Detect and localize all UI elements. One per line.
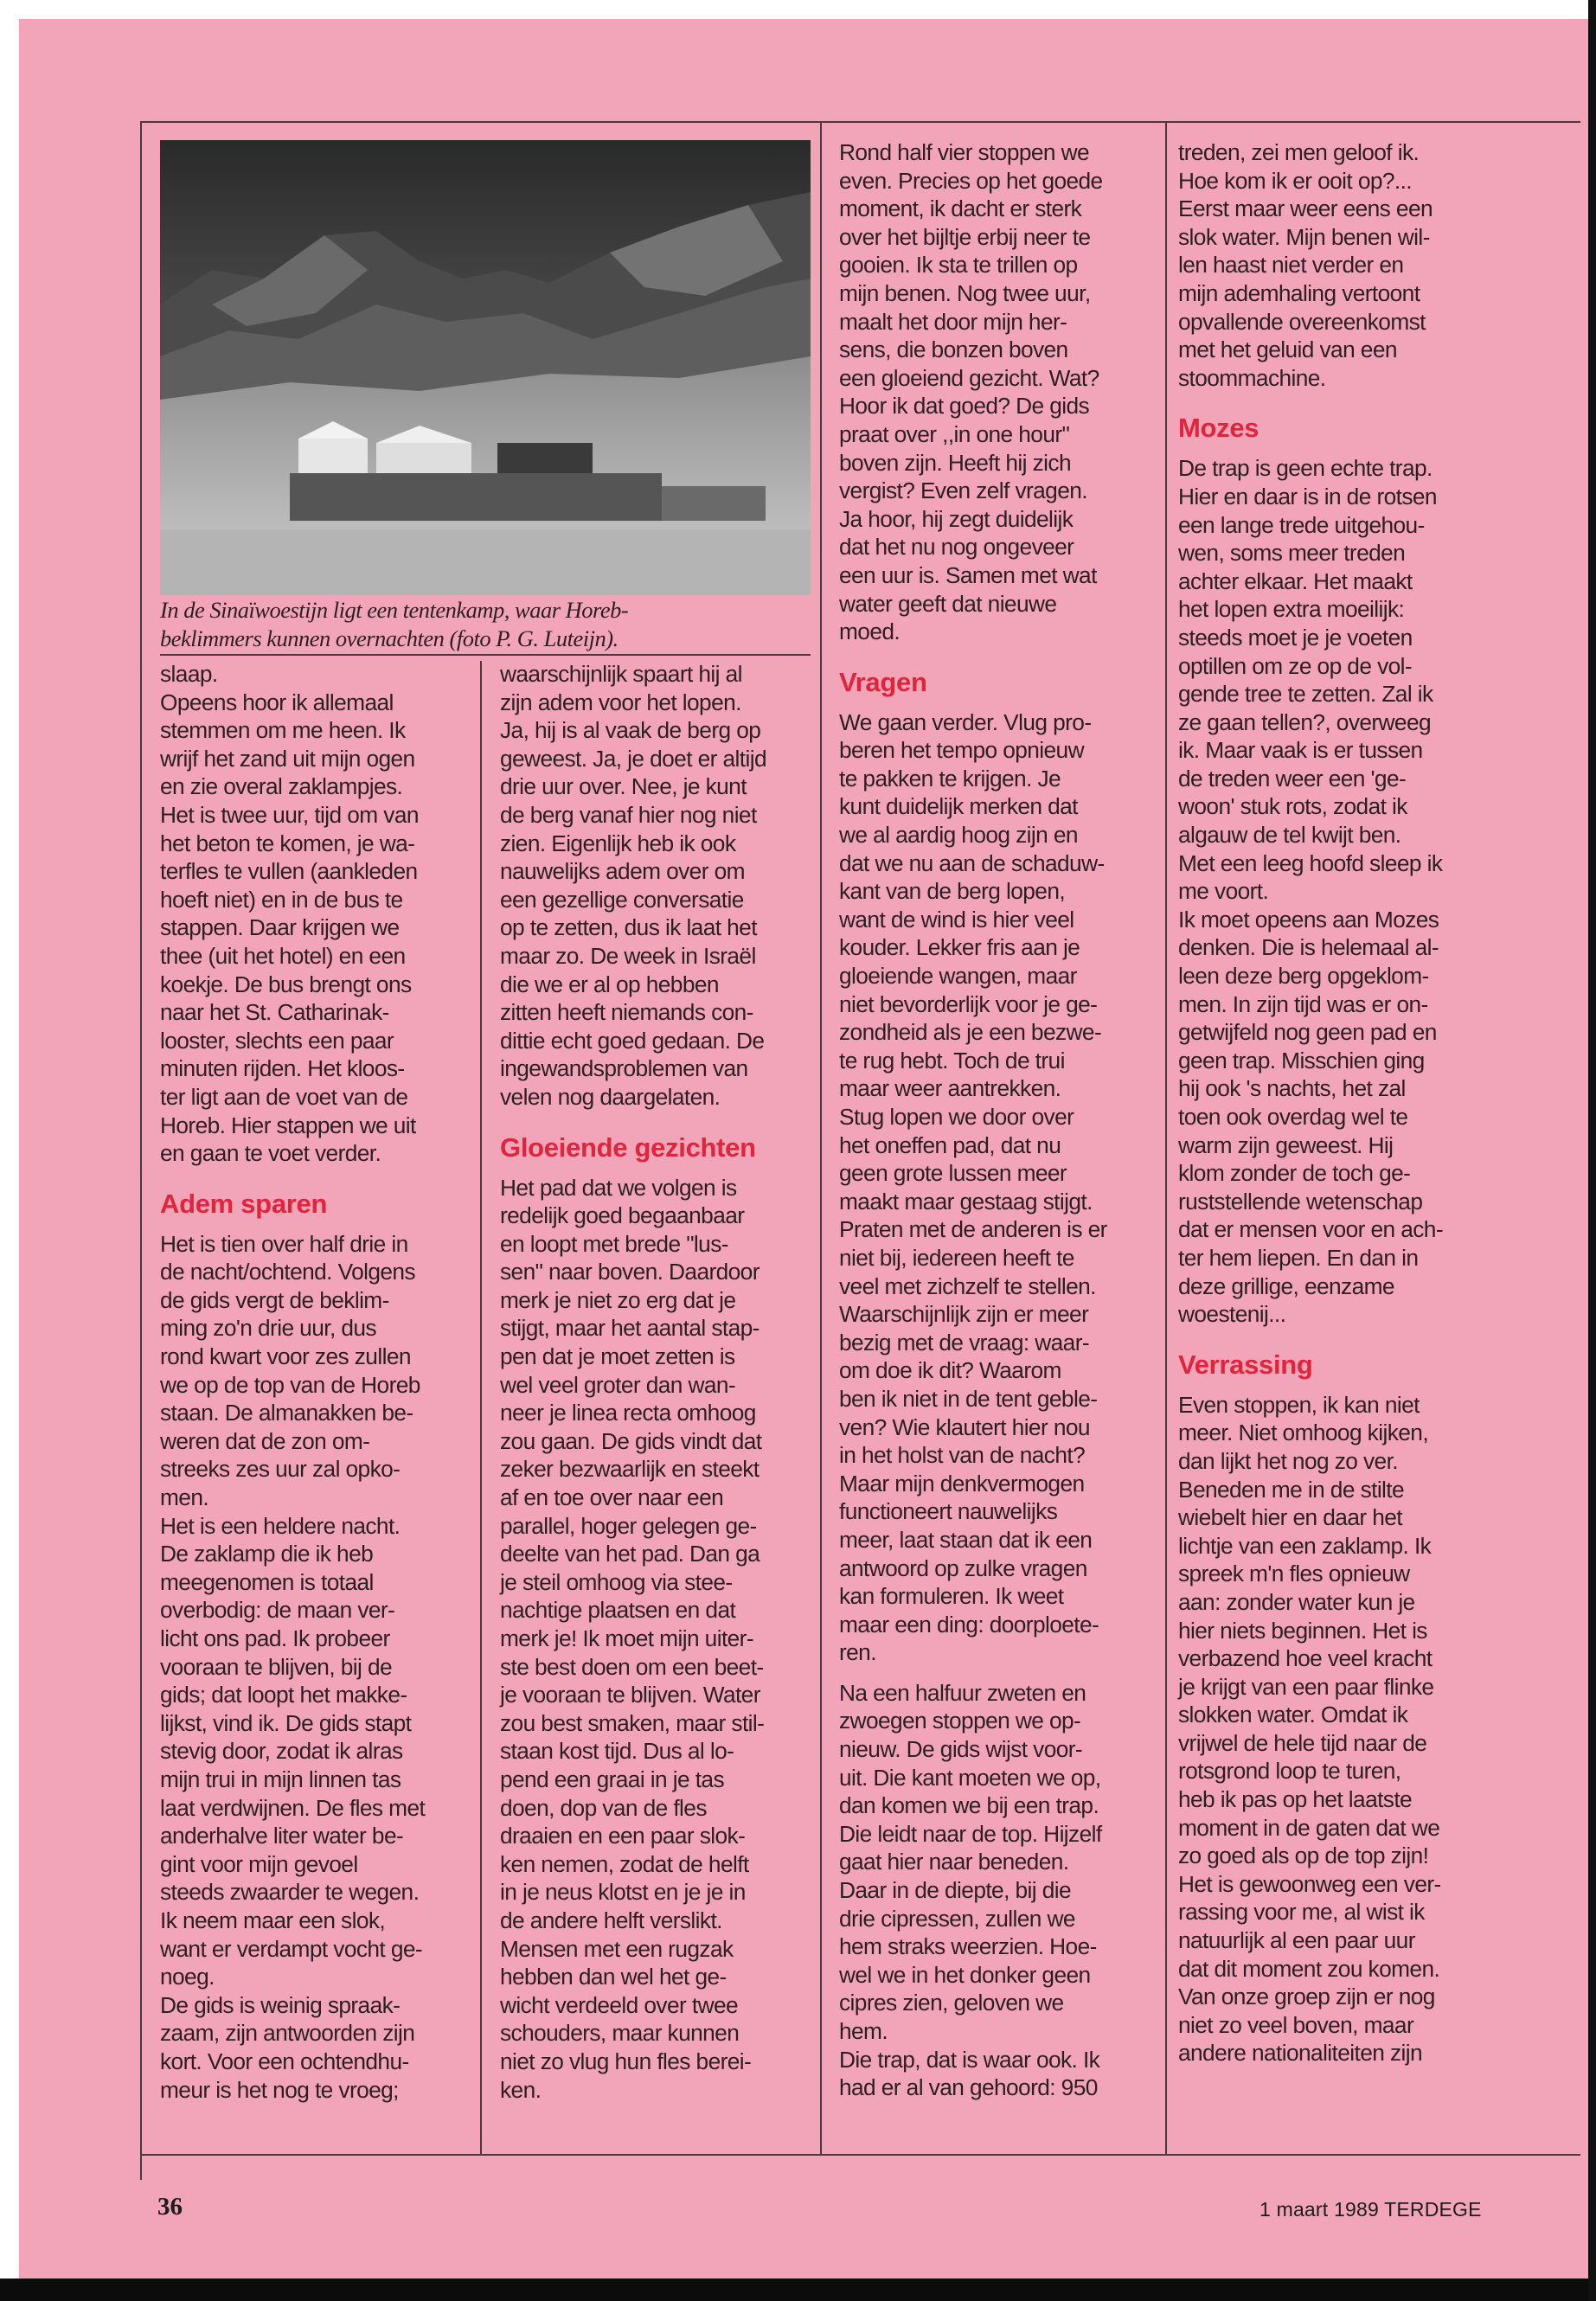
heading-verrassing: Verrassing (1178, 1349, 1313, 1380)
col4-paragraph-2: De trap is geen echte trap. Hier en daar is in de rotsen een lange trede uitgehou- wen, soms meer treden achter elkaar. Het maakt het lopen extra moeilijk: steeds moet je je voeten optillen om ze op de vol- gende tree te zetten. Zal ik ze gaan tellen?, overweeg ik. Maar vaak is er tussen de treden weer een 'ge- woon' stuk rots, zodat ik algauw de tel kwijt ben. Met een leeg hoofd sleep ik me voort. Ik moet opeens aan Mozes denken. Die is helemaal al- leen deze berg opgeklom- men. In zijn tijd was er on- getwijfeld nog geen pad en geen trap. Misschien ging hij ook 's nachts, het zal toen ook overdag wel te warm zijn geweest. Hij klom zonder de toch ge- ruststellende wetenschap dat er mensen voor en ach- ter hem liepen. En dan in deze grillige, eenzame woestenij... (1178, 455, 1443, 1328)
col2-paragraph-1: waarschijnlijk spaart hij al zijn adem voor het lopen. Ja, hij is al vaak de berg op geweest. Ja, je doet er altijd drie uur over. Nee, je kunt de berg vanaf hier nog niet zien. Eigenlijk heb ik ook nauwelijks adem over om een gezellige conversatie op te zetten, dus ik laat het maar zo. De week in Israël die we er al op hebben zitten heeft niemands con- dittie echt goed gedaan. De ingewandsproblemen van velen nog daargelaten. (500, 661, 766, 1110)
top-frame-rule (140, 121, 1580, 123)
col1-paragraph-2: Het is tien over half drie in de nacht/ochtend. Volgens de gids vergt de beklim- ming zo'n drie uur, dus rond kwart voor zes zullen we op de top van de Horeb staan. De almanakken be- weren dat de zon om- streeks zes uur zal opko- men. Het is een heldere nacht. De zaklamp die ik heb meegenomen is totaal overbodig: de maan ver- licht ons pad. Ik probeer vooraan te blijven, bij de gids; dat loopt het makke- lijkst, vind ik. De gids stapt stevig door, zodat ik alras mijn trui in mijn linnen tas laat verdwijnen. De fles met anderhalve liter water be- gint voor mijn gevoel steeds zwaarder te wegen. Ik neem maar een slok, want er verdampt vocht ge- noeg. De gids is weinig spraak- zaam, zijn antwoorden zijn kort. Voor een ochtendhu- meur is het nog te vroeg; (160, 1230, 426, 2103)
scan-border-right (1588, 0, 1596, 2301)
col4-paragraph-1: treden, zei men geloof ik. Hoe kom ik er ooit op?... Eerst maar weer eens een slok water. Mijn benen wil- len haast niet verder en mijn ademhaling vertoont opvallende overeenkomst met het geluid van een stoommachine. (1178, 139, 1433, 391)
heading-vragen: Vragen (839, 666, 927, 697)
col4-paragraph-3: Even stoppen, ik kan niet meer. Niet omhoog kijken, dan lijkt het nog zo ver. Beneden me in de stilte wiebelt hier en daar het lichtje van een zaklamp. Ik spreek m'n fles opnieuw aan: zonder water kun je hier niets beginnen. Het is verbazend hoe veel kracht je krijgt van een paar flinke slokken water. Omdat ik vrijwel de hele tijd naar de rotsgrond loop te turen, heb ik pas op het laatste moment in de gaten dat we zo goed als op de top zijn! Het is gewoonweg een ver- rassing voor me, al wist ik natuurlijk al een paar uur dat dit moment zou komen. Van onze groep zijn er nog niet zo veel boven, maar andere nationaliteiten zijn (1178, 1391, 1441, 2067)
col1-paragraph-1: slaap. Opeens hoor ik allemaal stemmen om me heen. Ik wrijf het zand uit mijn ogen en zie overal zaklampjes. Het is twee uur, tijd om van het beton te komen, je wa- terfles te vullen (aankleden hoeft niet) en in de bus te stappen. Daar krijgen we thee (uit het hotel) en een koekje. De bus brengt ons naar het St. Catharinak- looster, slechts een paar minuten rijden. Het kloos- ter ligt aan de voet van de Horeb. Hier stappen we uit en gaan te voet verder. (160, 661, 419, 1167)
column-3 (839, 138, 1155, 2102)
left-frame-rule (140, 121, 142, 2180)
issue-footer: 1 maart 1989 TERDEGE (1259, 2198, 1482, 2221)
scan-border-bottom (0, 2279, 1596, 2301)
bottom-frame-rule (140, 2154, 1580, 2156)
col3-paragraph-3: Na een halfuur zweten en zwoegen stoppen we op- nieuw. De gids wijst voor- uit. Die kant moeten we op, dan komen we bij een trap. Die leidt naar de top. Hijzelf gaat hier naar beneden. Daar in de diepte, bij die drie cipressen, zullen we hem straks weerzien. Hoe- wel we in het donker geen cipres zien, geloven we hem. Die trap, dat is waar ook. Ik had er al van gehoord: 950 (839, 1679, 1102, 2101)
col2-paragraph-2: Het pad dat we volgen is redelijk goed begaanbaar en loopt met brede "lus- sen" naar boven. Daardoor merk je niet zo erg dat je stijgt, maar het aantal stap- pen dat je moet zetten is wel veel groter dan wan- neer je linea recta omhoog zou gaan. De gids vindt dat zeker bezwaarlijk en steekt af en toe over naar een parallel, hoger gelegen ge- deelte van het pad. Dan ga je steil omhoog via stee- nachtige plaatsen en dat merk je! Ik moet mijn uiter- ste best doen om een beet- je vooraan te blijven. Water zou best smaken, maar stil- staan kost tijd. Dus al lo- pend een graai in je tas doen, dop van de fles draaien en een paar slok- ken nemen, zodat de helft in je neus klotst en je je in de andere helft verslikt. Mensen met een rugzak hebben dan wel het ge- wicht verdeeld over twee schouders, maar kunnen niet zo vlug hun fles berei- ken. (500, 1174, 765, 2103)
page-number: 36 (157, 2193, 183, 2221)
column-rule-3 (820, 121, 822, 2154)
column-rule-2 (480, 661, 482, 2154)
column-4 (1178, 138, 1498, 2067)
caption-rule (160, 654, 811, 656)
col3-paragraph-1: Rond half vier stoppen we even. Precies op het goede moment, ik dacht er sterk over het bijltje erbij neer te gooien. Ik sta te trillen op mijn benen. Nog twee uur, maalt het door mijn her- sens, die bonzen boven een gloeiend gezicht. Wat? Hoor ik dat goed? De gids praat over ,,in one hour" boven zijn. Heeft hij zich vergist? Even zelf vragen. Ja hoor, hij zegt duidelijk dat het nu nog ongeveer een uur is. Samen met wat water geeft dat nieuwe moed. (839, 139, 1103, 645)
heading-mozes: Mozes (1178, 413, 1259, 444)
heading-adem-sparen: Adem sparen (160, 1188, 328, 1219)
column-2 (500, 660, 816, 2104)
photo-caption: In de Sinaïwoestijn ligt een tentenkamp, waar Horeb- beklimmers kunnen overnachten (foto P. G. Luteijn). (160, 597, 629, 651)
column-rule-4 (1165, 121, 1167, 2154)
magazine-page (19, 19, 1596, 2279)
heading-gloeiende-gezichten: Gloeiende gezichten (500, 1131, 756, 1163)
mountain-camp-photo (160, 140, 811, 595)
col3-paragraph-2: We gaan verder. Vlug pro- beren het tempo opnieuw te pakken te krijgen. Je kunt duidelijk merken dat we al aardig hoog zijn en dat we nu aan de schaduw- kant van de berg lopen, want de wind is hier veel kouder. Lekker fris aan je gloeiende wangen, maar niet bevorderlijk voor je ge- zondheid als je een bezwe- te rug hebt. Toch de trui maar weer aantrekken. Stug lopen we door over het oneffen pad, dat nu geen grote lussen meer maakt maar gestaag stijgt. Praten met de anderen is er niet bij, iedereen heeft te veel met zichzelf te stellen. Waarschijnlijk zijn er meer bezig met de vraag: waar- om doe ik dit? Waarom ben ik niet in de tent geble- ven? Wie klautert hier nou in het holst van de nacht? Maar mijn denkvermogen functioneert nauwelijks meer, laat staan dat ik een antwoord op zulke vragen kan formuleren. Ik weet maar een ding: doorploete- ren. (839, 708, 1107, 1666)
column-1 (160, 660, 476, 2104)
